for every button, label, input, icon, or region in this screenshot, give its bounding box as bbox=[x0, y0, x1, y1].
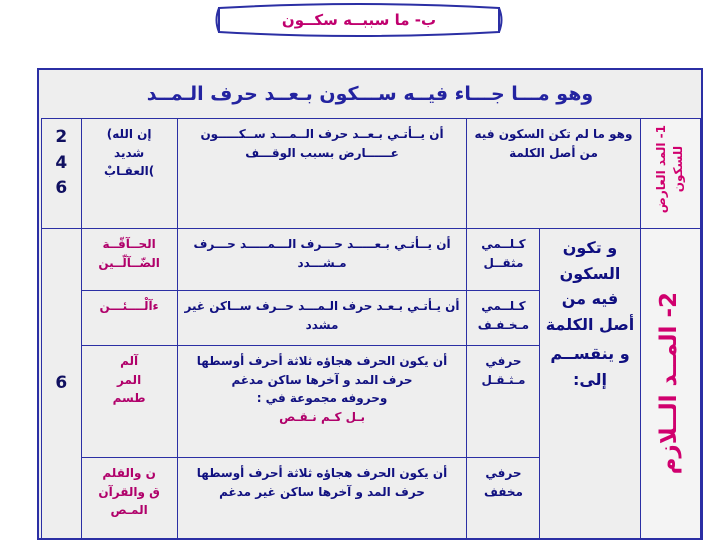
condition-text: أن يكون الحرف هجاؤه ثلاثة أحرف أوسطها حرف المد و آخرها ساكن مدغم bbox=[196, 354, 448, 387]
type-label-lazim: 2- المــد الــلازم bbox=[656, 292, 683, 475]
count-value: 6 bbox=[55, 372, 68, 393]
count-value: 4 bbox=[55, 152, 68, 173]
kind-line: مـثـقـل bbox=[481, 372, 526, 387]
condition-letters: بـل كـم نـقـص bbox=[279, 409, 365, 424]
section-heading: وهو مـــا جـــاء فيــه ســـكون بـعــد حرف الـمــد bbox=[146, 83, 594, 105]
description-cell bbox=[467, 119, 640, 229]
example-cell bbox=[81, 229, 177, 291]
example-line: المر bbox=[117, 372, 142, 387]
kind-cell bbox=[467, 346, 540, 458]
example-cell bbox=[81, 291, 177, 346]
condition-cell bbox=[177, 346, 467, 458]
example-line: آلم bbox=[120, 354, 139, 368]
condition-cell bbox=[177, 458, 467, 539]
example-cell bbox=[81, 458, 177, 539]
example-cell bbox=[81, 119, 177, 229]
kind-line: مـخـفـف bbox=[477, 317, 530, 332]
condition-text: أن يكون الحرف هجاؤه ثلاثة أحرف أوسطها حرف المد و آخرها ساكن غير مدغم bbox=[196, 466, 448, 499]
count-value: 6 bbox=[55, 178, 68, 198]
description-text: وهو ما لم تكن السكون فيه من أصل الكلمة bbox=[474, 127, 633, 160]
example-line: ءآلْــــئـــن bbox=[99, 299, 159, 313]
example-line: الضّــآلّــين bbox=[98, 255, 160, 270]
kind-line: مثقــل bbox=[483, 255, 524, 270]
table-row bbox=[42, 119, 701, 229]
banner-title: ب- ما سببــه سكــون bbox=[281, 11, 437, 29]
kind-line: كـلــمي bbox=[481, 299, 526, 313]
title-banner bbox=[213, 2, 505, 38]
kind-line: حرفي bbox=[485, 354, 522, 368]
madd-table bbox=[41, 118, 701, 539]
kind-cell bbox=[467, 291, 540, 346]
example-line: )العقـابْ bbox=[104, 164, 155, 179]
lazim-count-cell bbox=[42, 229, 82, 539]
condition-text: أن يــأتـي بـعـــــد حـــرف الـــمـــــد حـــرف مـشـــدد bbox=[193, 237, 451, 270]
example-line: إن الله) bbox=[106, 127, 152, 141]
kind-cell bbox=[467, 229, 540, 291]
condition-cell bbox=[177, 291, 467, 346]
condition-cell bbox=[177, 119, 467, 229]
condition-letters-label: وحروفه مجموعة في : bbox=[256, 391, 388, 406]
count-value: 2 bbox=[55, 127, 68, 147]
example-line: ق والقرآن bbox=[98, 484, 160, 499]
count-cell bbox=[42, 119, 82, 229]
type-label-arid: 1- المد العارض للسكون bbox=[654, 125, 686, 214]
example-line: طسم bbox=[112, 391, 146, 406]
condition-text: أن يـأتـي بـعـد حرف الـمـــد حــرف ســاكن غير مشدد bbox=[184, 299, 460, 332]
example-cell bbox=[81, 346, 177, 458]
kind-line: مخفف bbox=[483, 484, 523, 499]
example-line: المـص bbox=[110, 503, 148, 518]
example-line: الحــآقّــة bbox=[102, 237, 156, 251]
lazim-description: و تكون السكون فيه من أصل الكلمة bbox=[545, 238, 635, 334]
example-line: شديد bbox=[114, 145, 145, 160]
type-cell-lazim bbox=[640, 229, 700, 539]
example-line: ن والقلم bbox=[102, 466, 156, 480]
table-row bbox=[42, 229, 701, 291]
kind-line: حرفي bbox=[485, 466, 522, 480]
main-frame bbox=[37, 68, 703, 540]
lazim-division: و ينقســم إلى: bbox=[550, 344, 630, 389]
kind-line: كـلــمي bbox=[481, 237, 526, 251]
kind-cell bbox=[467, 458, 540, 539]
lazim-description-cell bbox=[540, 229, 640, 539]
condition-cell bbox=[177, 229, 467, 291]
type-cell-arid bbox=[640, 119, 700, 229]
condition-text: أن يــأتـي بـعــد حرف الــمـــد ســكـــــون عــــــارض بسبب الوقـــف bbox=[200, 127, 444, 160]
